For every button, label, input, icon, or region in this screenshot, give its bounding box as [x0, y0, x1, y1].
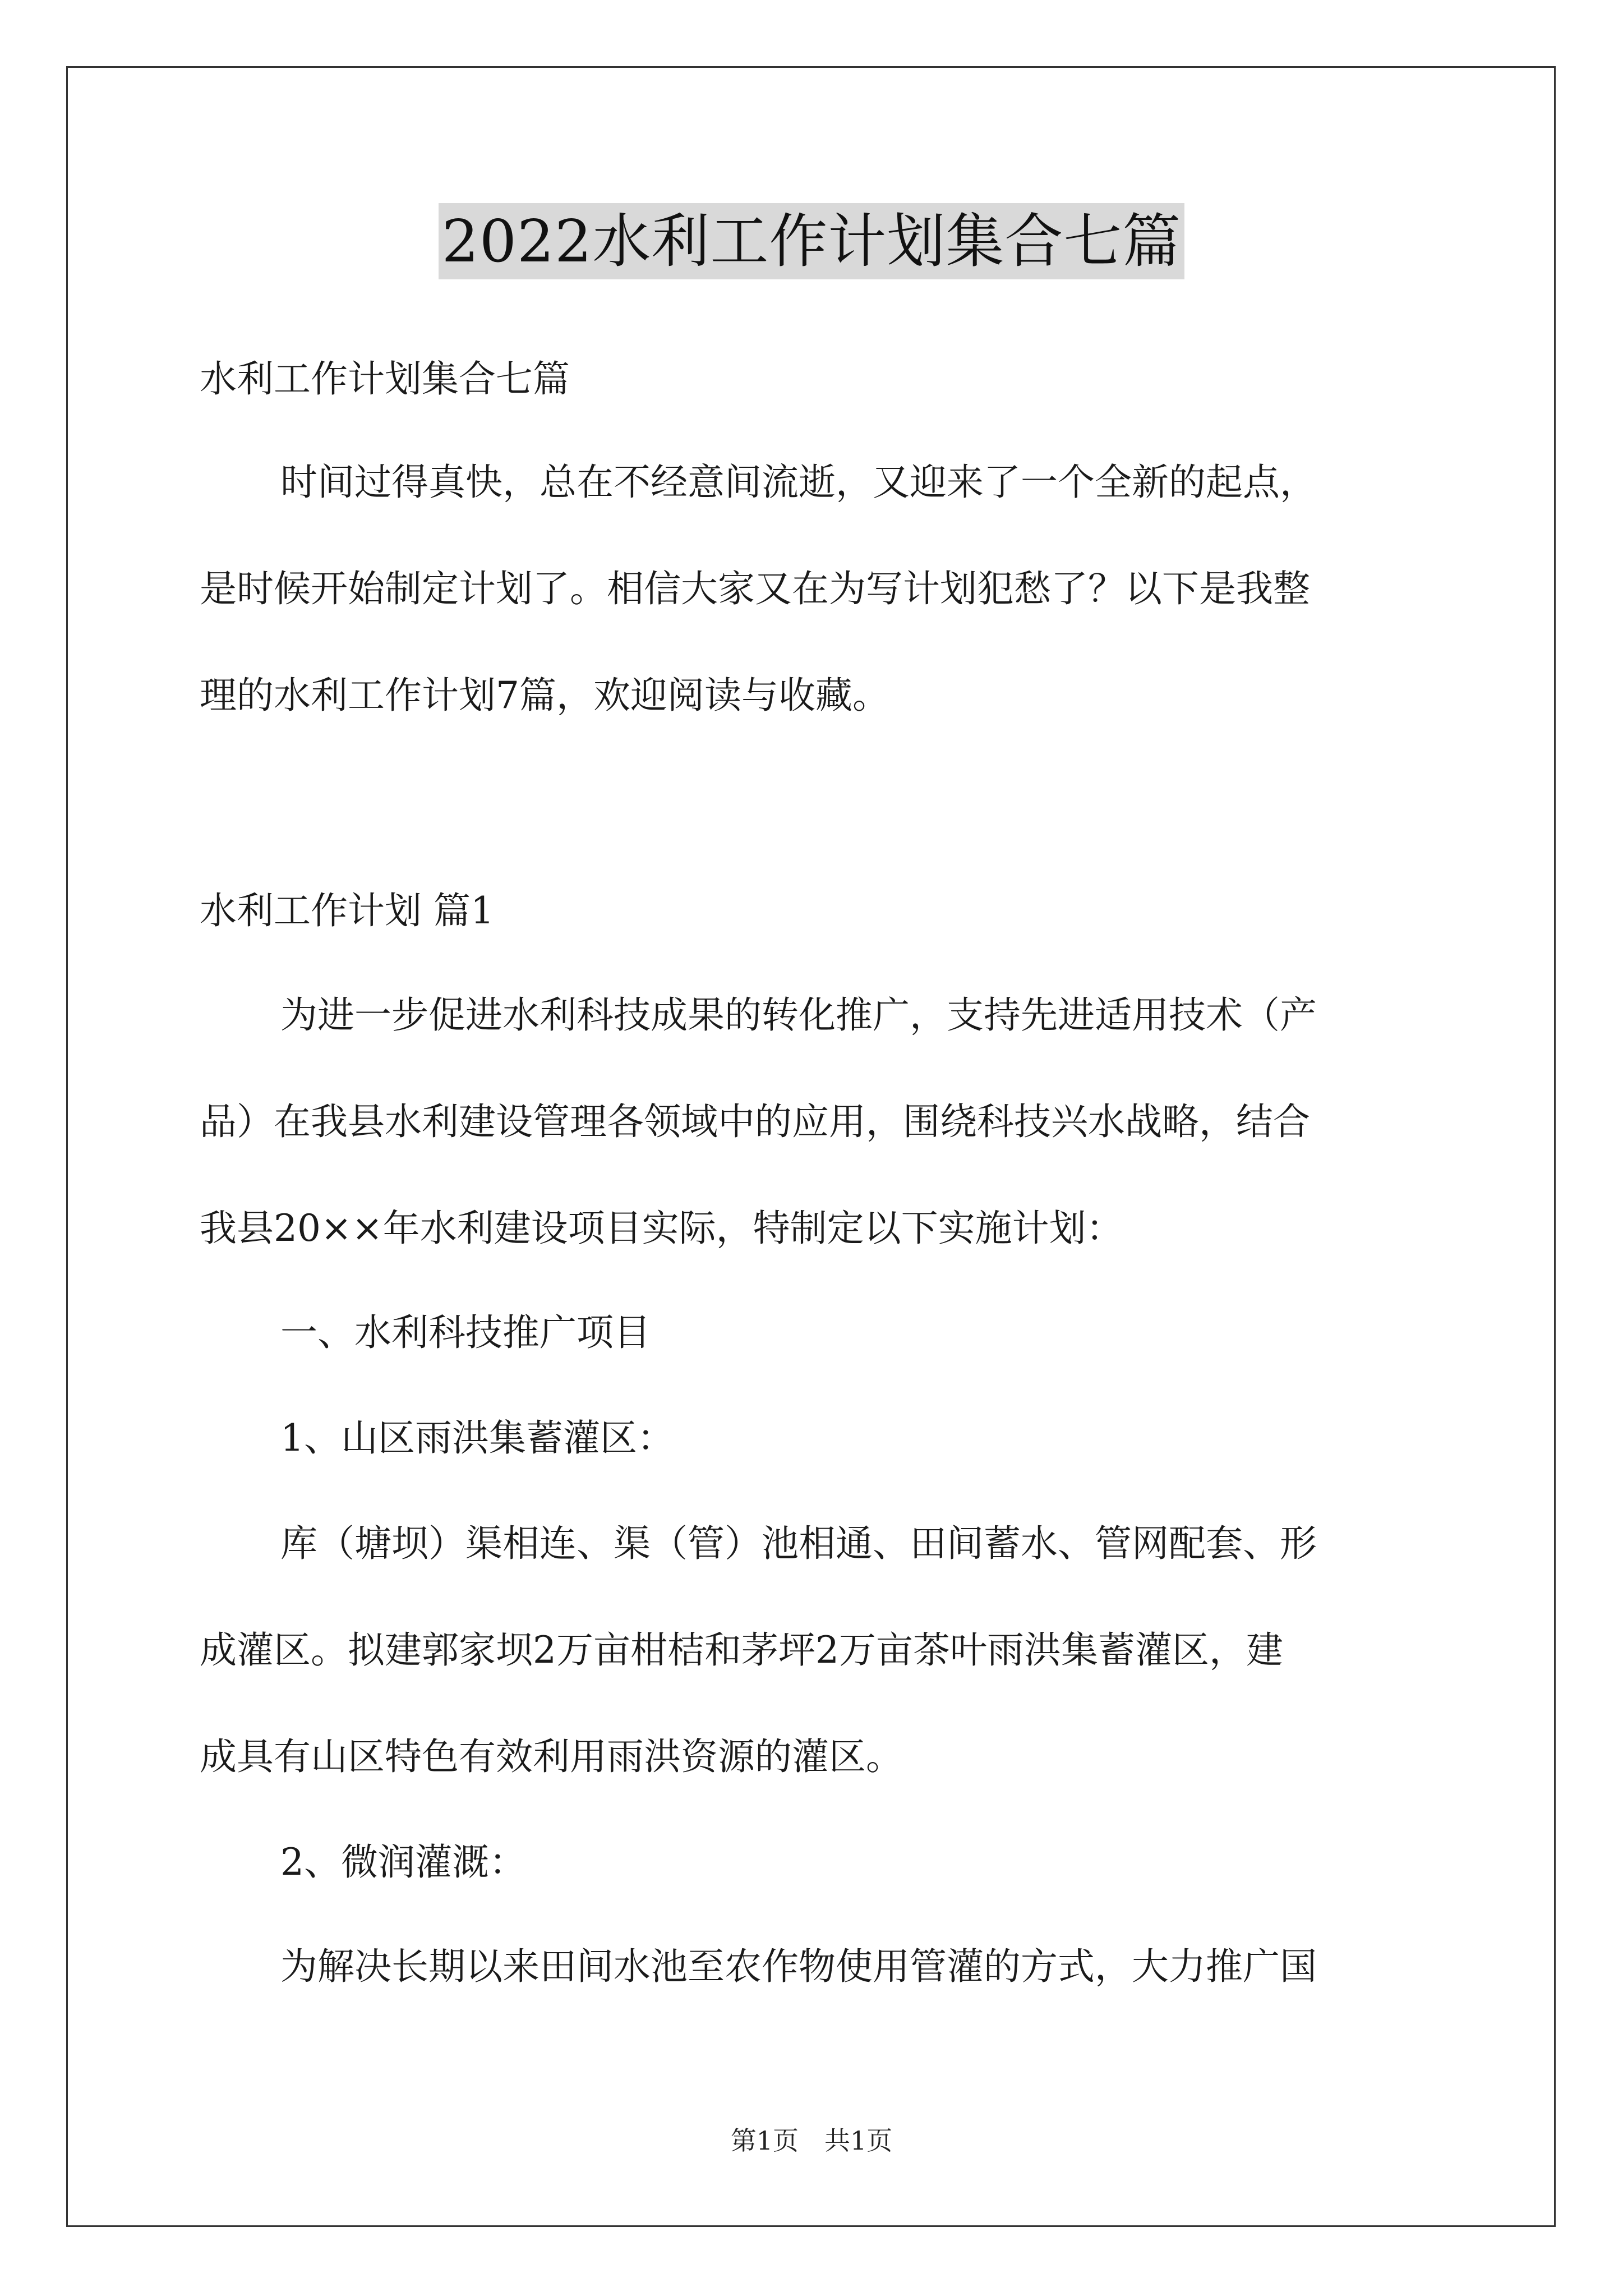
section-heading: 水利工作计划 篇1	[200, 889, 494, 932]
paragraph-line: 成具有山区特色有效利用雨洪资源的灌区。	[200, 1735, 903, 1778]
page-footer	[0, 2124, 1623, 2157]
subheading-line: 1、山区雨洪集蓄灌区：	[280, 1416, 674, 1460]
page-number: 第1页	[730, 2125, 799, 2156]
title-container	[0, 203, 1623, 279]
paragraph-line: 时间过得真快，总在不经意间流逝，又迎来了一个全新的起点，	[280, 461, 1317, 504]
subtitle-line: 水利工作计划集合七篇	[200, 357, 570, 401]
paragraph-line: 库（塘坝）渠相连、渠（管）池相通、田间蓄水、管网配套、形	[280, 1522, 1317, 1565]
paragraph-line: 为解决长期以来田间水池至农作物使用管灌的方式，大力推广国	[280, 1945, 1317, 1988]
paragraph-line: 品）在我县水利建设管理各领域中的应用，围绕科技兴水战略，结合	[200, 1100, 1310, 1143]
subheading-line: 一、水利科技推广项目	[280, 1311, 651, 1354]
paragraph-line: 我县20××年水利建设项目实际，特制定以下实施计划：	[200, 1207, 1123, 1250]
paragraph-line: 理的水利工作计划7篇，欢迎阅读与收藏。	[200, 674, 889, 717]
paragraph-line: 是时候开始制定计划了。相信大家又在为写计划犯愁了？以下是我整	[200, 567, 1310, 610]
document-title: 2022水利工作计划集合七篇	[439, 203, 1185, 279]
paragraph-line: 成灌区。拟建郭家坝2万亩柑桔和茅坪2万亩茶叶雨洪集蓄灌区，建	[200, 1628, 1283, 1672]
subheading-line: 2、微润灌溉：	[280, 1841, 526, 1884]
page-total: 共1页	[824, 2125, 893, 2156]
paragraph-line: 为进一步促进水利科技成果的转化推广，支持先进适用技术（产	[280, 993, 1317, 1037]
